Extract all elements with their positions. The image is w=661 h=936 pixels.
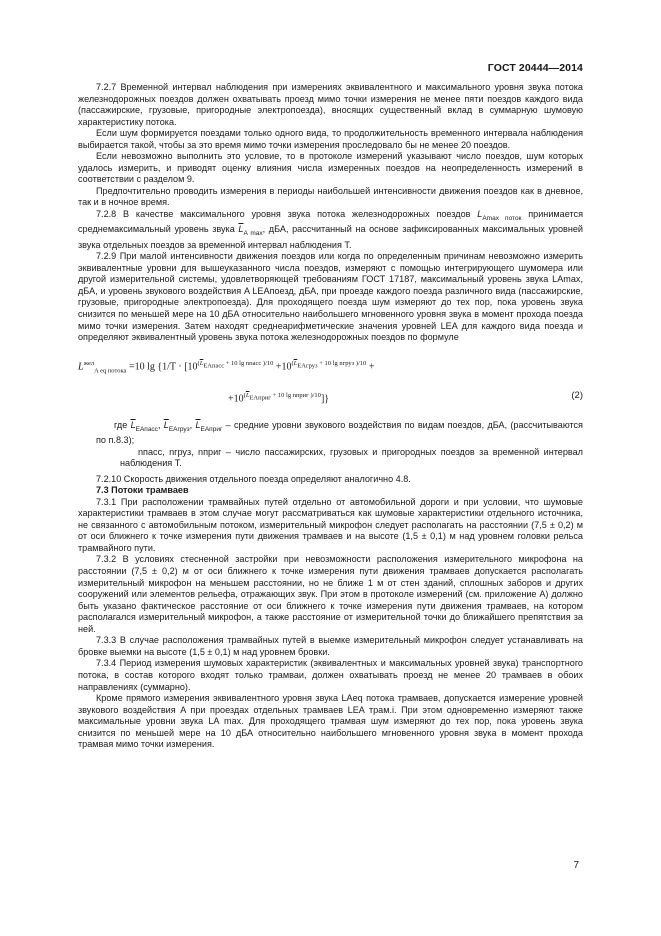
paragraph-impossible: Если невозможно выполнить это условие, то в протоколе измерений указывают число поездов, шум которых удалось измерить, и приводят оценку влияния числа измеренных поездов на неопределенность измерений в соответствии с разделом 9. [78, 151, 583, 185]
paragraph-7-3-4: 7.3.4 Период измерения шумовых характеристик (эквивалентных и максимальных уровней звука) транспортного потока, в состав которого входят только трамваи, должен охватывать проезд не менее 20 трамваев в обоих направлениях (суммарно). [78, 658, 583, 692]
symbol-lamax-mean: $\overline{L}$ [238, 224, 244, 235]
paragraph-7-3-2: 7.3.2 В условиях стесненной застройки при невозможности расположения измерительного микрофона на расстоянии (7,5 ± 0,2) м от оси ближнего к точке измерения пути движения трамваев допускается располагать измерительный микрофон на меньшем расстоянии, но не ближе 1 м от стен зданий, сплошных заборов и других сооружений или элементов рельефа, отражающих звук. При этом в протоколе измерений (см. приложение А) должно быть указано фактическое расстояние от оси ближнего к точке измерения пути движения трамваев, на котором располагался измерительный микрофон, а также расстояние от измерительной точки до ближайшего препятствия за ней. [78, 554, 583, 634]
paragraph-7-2-7: 7.2.7 Временной интервал наблюдения при измерениях эквивалентного и максимального уровня звука потока железнодорожных поездов должен охватывать проезд мимо точки измерения не менее пяти поездов каждого вида (пассажирские, грузовые, пригородные электропоезда), вносящих существенный вклад в суммарную шумовую характеристику потока. [78, 82, 583, 127]
paragraph-7-3-1: 7.3.1 При расположении трамвайных путей отдельно от автомобильной дороги и при условии, что шумовые характеристики трамваев в этом случае могут рассматриваться как шумовые характеристики отдельного источника, не связанного с автомобильным потоком, измерительный микрофон следует располагать на расстоянии (7,5 ± 0,2) м от оси ближнего к точке измерения пути движения трамваев и на высоте (1,5 ± 0,1) м над уровнем головки рельса трамвайного пути. [78, 496, 583, 553]
paragraph-7-2-10: 7.2.10 Скорость движения отдельного поезда определяют аналогично 4.8. [96, 473, 411, 484]
paragraph-except: Кроме прямого измерения эквивалентного уровня звука LAeq потока трамваев, допускается измерение уровней звукового воздействия A при проездах отдельных трамваев LEA трам.i. При этом одновременно измеряют также максимальные уровни звука LA max. Для проходящего трамвая шум измеряют до тех пор, пока уровень звука снизится по меньшей мере на 10 дБА относительно наибольшего мгновенного уровня звука в момент прохода трамвая мимо точки измерения. [78, 693, 583, 750]
formula-where-clause: где $\overline{L}_{EAпасс}$, $\overline{L}_{EAгруз}$, $\overline{L}_{EAприг}$ – средние уровни звукового воздействия по видам поездов, дБА, (рассчитываются по п.8.3); [96, 419, 583, 446]
section-heading-7-3: 7.3 Потоки трамваев [96, 485, 189, 496]
formula-where-n: nпасс, nгруз, nприг – число пассажирских, грузовых и пригородных поездов за временной интервал наблюдения T. [120, 446, 583, 469]
formula-2 [78, 350, 583, 416]
document-header: ГОСТ 20444—2014 [487, 62, 583, 74]
document-body [78, 82, 583, 751]
page-number: 7 [573, 860, 579, 871]
paragraph-preferably: Предпочтительно проводить измерения в периоды наибольшей интенсивности движения поездов как в дневное, так и в ночное время. [78, 185, 583, 208]
formula-number: (2) [571, 389, 583, 401]
paragraph-7-3-3: 7.3.3 В случае расположения трамвайных путей в выемке измерительный микрофон следует устанавливать на бровке выемки на высоте (1,5 ± 0,1) м над уровнем бровки. [78, 635, 583, 657]
paragraph-7-2-8: 7.2.8 В качестве максимального уровня звука потока железнодорожных поездов $L_{Amax поток}$ принимается среднемаксимальный уровень звука $\overline{L}_{A max}$, дБА, рассчитанный на основе зафиксированных максимальных уровней звука отдельных поездов за временной интервал наблюдения T. [78, 209, 584, 250]
formula-line-1: $L^{жел}_{A eq потока} =10$ $\lg \{1/T \cdot [10^{(\overline{L}_{EAпасс} + 10 lg nпасс )/10} +10^{(\overline{L}_{EAгруз} + 10 lg nгруз )/10}$ + [78, 359, 375, 374]
symbol-lamax-flow: L [477, 209, 483, 220]
paragraph-7-2-9: 7.2.9 При малой интенсивности движения поездов или когда по определенным причинам невозможно измерить эквивалентные уровни для вышеуказанного числа поездов, измеряют с помощью интегрирующего шумомера или другой измерительной системы, удовлетворяющей требованиям ГОСТ 17187, максимальный уровень звука LAmax, дБА, и уровень звукового воздействия A LEAпоезд, дБА, при проезде каждого поезда различного вида (пассажирские, грузовые, пригородные электропоезда). Для проходящего поезда шум измеряют до тех пор, пока уровень звука снизится по меньшей мере на 10 дБА относительно наибольшего мгновенного уровня звука в момент прохода поезда мимо точки измерения. Затем находят среднеарифметические значения уровней LEA для каждого вида поезда и определяют эквивалентный уровень звука потока железнодорожных поездов по формуле [78, 251, 583, 343]
paragraph-one-type: Если шум формируется поездами только одного вида, то продолжительность временного интервала наблюдения выбирается такой, чтобы за это время мимо точки измерения проследовало бы не менее 20 поездов. [78, 128, 583, 150]
formula-line-2: $+10^{(\overline{L}_{EAприг} + 10 lg nприг )/10}$]} [228, 391, 330, 404]
